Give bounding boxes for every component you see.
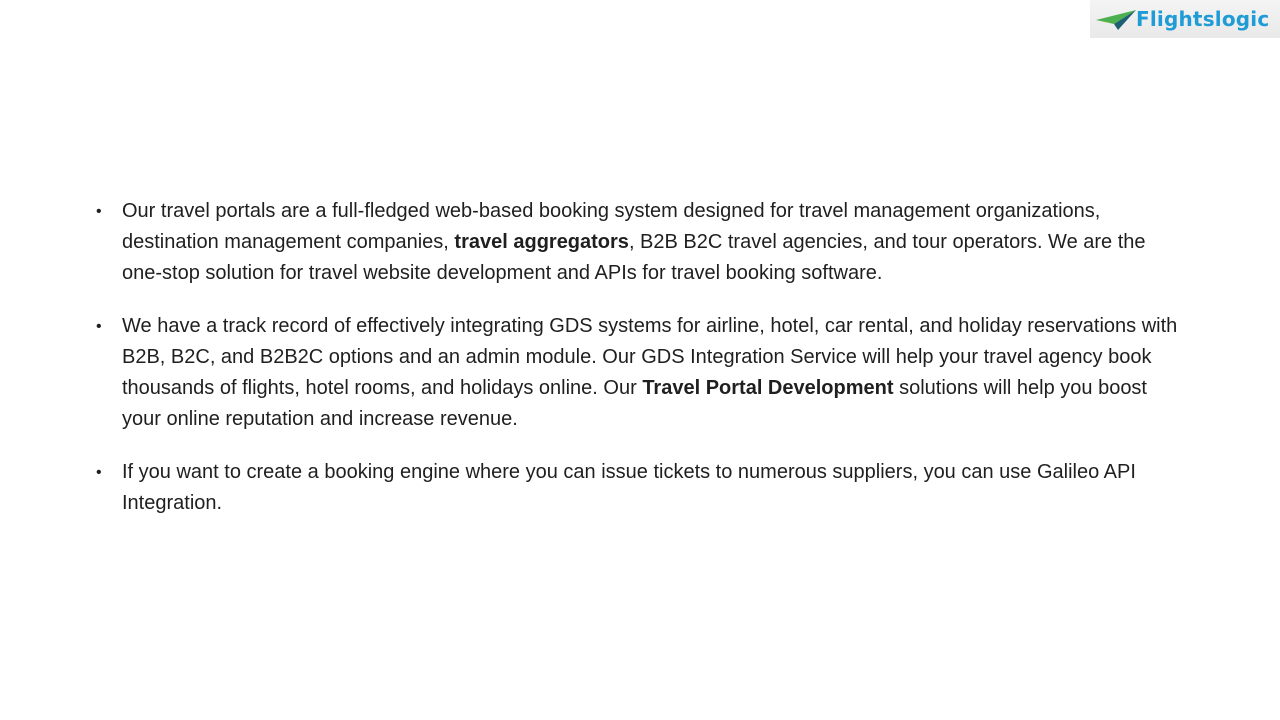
bullet-list <box>96 196 1186 541</box>
paper-plane-icon <box>1094 6 1138 32</box>
bullet-icon: • <box>96 203 102 220</box>
text-segment: We have a track record of effectively integrating GDS systems for airline, hotel, car rental, and holiday reservations with B2B, B2C, and B2B2C options and an admin module. Our GDS Integration Service will help your travel agency book thousands of flights, hotel rooms, and holidays online. Our <box>122 315 1178 399</box>
bullet-icon: • <box>96 464 102 481</box>
bold-text-segment: travel aggregators <box>454 231 629 253</box>
list-item <box>96 196 1186 289</box>
list-item <box>96 311 1186 435</box>
text-segment: solutions will help you boost your online reputation and increase revenue. <box>122 377 1147 430</box>
brand-logo <box>1090 0 1280 38</box>
paragraph-text <box>122 461 1136 514</box>
text-segment: , B2B B2C travel agencies, and tour operators. We are the one-stop solution for travel website development and APIs for travel booking software. <box>122 231 1146 284</box>
list-item <box>96 457 1186 519</box>
bold-text-segment: Travel Portal Development <box>642 377 894 399</box>
paragraph-text <box>122 200 1146 284</box>
paragraph-text <box>122 315 1177 430</box>
text-segment: If you want to create a booking engine where you can issue tickets to numerous suppliers, you can use Galileo API Integration. <box>122 461 1136 514</box>
text-segment: Our travel portals are a full-fledged web-based booking system designed for travel management organizations, destination management companies, <box>122 200 1101 253</box>
bullet-icon: • <box>96 318 102 335</box>
brand-logo-text: Flightslogic <box>1136 7 1270 31</box>
